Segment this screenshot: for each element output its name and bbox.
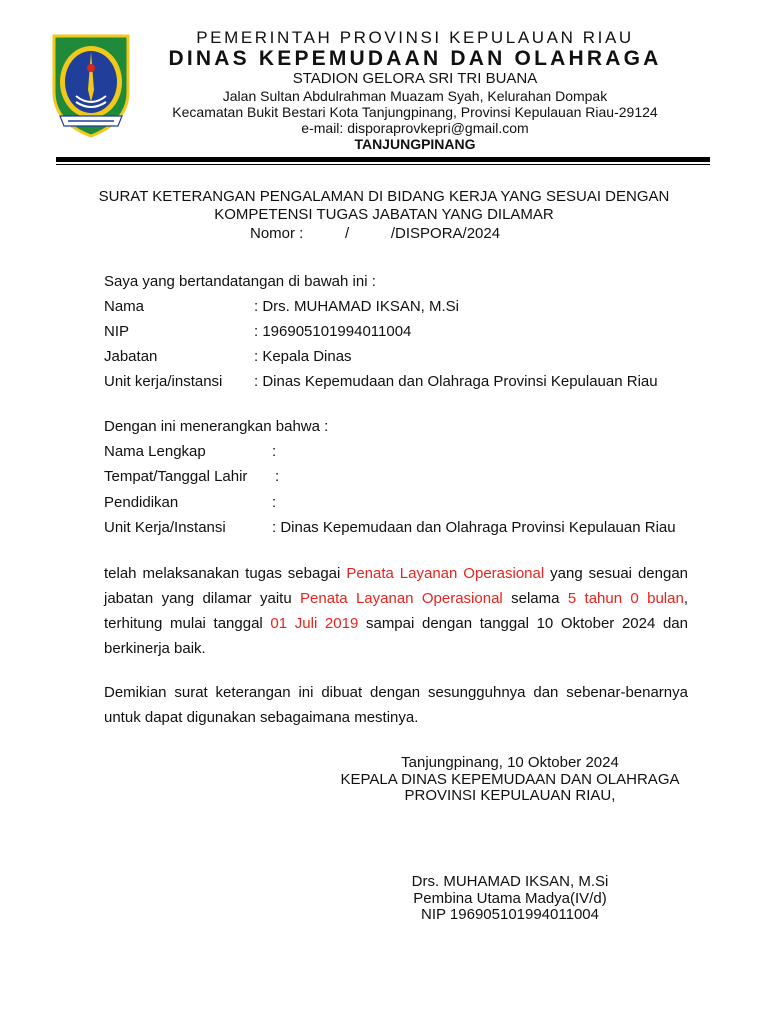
subject-fullname-label: Nama Lengkap: [104, 443, 206, 460]
letterhead-email: e-mail: disporaprovkepri@gmail.com: [301, 120, 529, 136]
position-highlight-2: Penata Layanan Operasional: [300, 590, 503, 607]
subject-birth-value: :: [275, 468, 280, 485]
start-date-highlight: 01 Juli 2019: [270, 615, 359, 632]
statement-text-2: yang sesuai dengan jabatan yang dilamar yaitu: [104, 565, 688, 607]
subject-unit-label: Unit Kerja/Instansi: [104, 519, 226, 536]
signer-intro: Saya yang bertandatangan di bawah ini :: [104, 273, 376, 290]
statement-text-5: sampai dengan tanggal 10 Oktober 2024 dan berkinerja baik.: [104, 615, 688, 657]
signer-position-value: : Kepala Dinas: [254, 348, 352, 365]
signer-nip-label: NIP: [104, 323, 130, 340]
position-highlight-1: Penata Layanan Operasional: [346, 565, 545, 582]
signer-name-label: Nama: [104, 298, 145, 315]
subject-fullname-value: :: [272, 443, 277, 460]
provincial-emblem-logo: [46, 30, 136, 140]
letterhead-agency: DINAS KEPEMUDAAN DAN OLAHRAGA: [168, 47, 662, 70]
signer-unit-label: Unit kerja/instansi: [104, 373, 223, 390]
signature-rank: Pembina Utama Madya(IV/d): [413, 890, 607, 907]
letterhead-government: PEMERINTAH PROVINSI KEPULAUAN RIAU: [196, 28, 634, 47]
statement-text-3: selama: [502, 590, 568, 607]
subject-birth-label: Tempat/Tanggal Lahir: [104, 468, 248, 485]
subject-unit-value: : Dinas Kepemudaan dan Olahraga Provinsi Kepulauan Riau: [272, 519, 676, 536]
signer-nip-value: : 196905101994011004: [254, 323, 412, 340]
letterhead-divider-thick: [56, 157, 710, 162]
letterhead-city: TANJUNGPINANG: [354, 136, 476, 152]
signature-nip: NIP 196905101994011004: [421, 906, 599, 923]
letterhead-address-2: Kecamatan Bukit Bestari Kota Tanjungpinang, Provinsi Kepulauan Riau-29124: [172, 104, 658, 120]
document-number: Nomor : / /DISPORA/2024: [250, 225, 501, 242]
letterhead-stadium: STADION GELORA SRI TRI BUANA: [292, 70, 538, 87]
letterhead-divider-thin: [56, 164, 710, 165]
letterhead-address-1: Jalan Sultan Abdulrahman Muazam Syah, Kelurahan Dompak: [222, 88, 608, 104]
statement-paragraph: [104, 561, 688, 661]
signature-name: Drs. MUHAMAD IKSAN, M.Si: [411, 873, 609, 890]
signature-office-line-2: PROVINSI KEPULAUAN RIAU,: [404, 787, 616, 804]
signer-unit-value: : Dinas Kepemudaan dan Olahraga Provinsi Kepulauan Riau: [254, 373, 658, 390]
signer-name-value: : Drs. MUHAMAD IKSAN, M.Si: [254, 298, 460, 315]
signature-place-date: Tanjungpinang, 10 Oktober 2024: [401, 754, 619, 771]
subject-intro: Dengan ini menerangkan bahwa :: [104, 418, 329, 435]
closing-paragraph: Demikian surat keterangan ini dibuat dengan sesungguhnya dan sebenar-benarnya untuk dapat digunakan sebagaimana mestinya.: [104, 684, 688, 726]
signature-office-line-1: KEPALA DINAS KEPEMUDAAN DAN OLAHRAGA: [340, 771, 680, 788]
statement-text-1: telah melaksanakan tugas sebagai: [104, 565, 347, 582]
document-title-line-2: KOMPETENSI TUGAS JABATAN YANG DILAMAR: [214, 206, 554, 223]
subject-education-value: :: [272, 494, 277, 511]
statement-text-4: , terhitung mulai tanggal: [104, 590, 688, 632]
signer-position-label: Jabatan: [104, 348, 158, 365]
subject-education-label: Pendidikan: [104, 494, 179, 511]
duration-highlight: 5 tahun 0 bulan: [567, 590, 684, 607]
document-title-line-1: SURAT KETERANGAN PENGALAMAN DI BIDANG KERJA YANG SESUAI DENGAN: [98, 188, 670, 205]
